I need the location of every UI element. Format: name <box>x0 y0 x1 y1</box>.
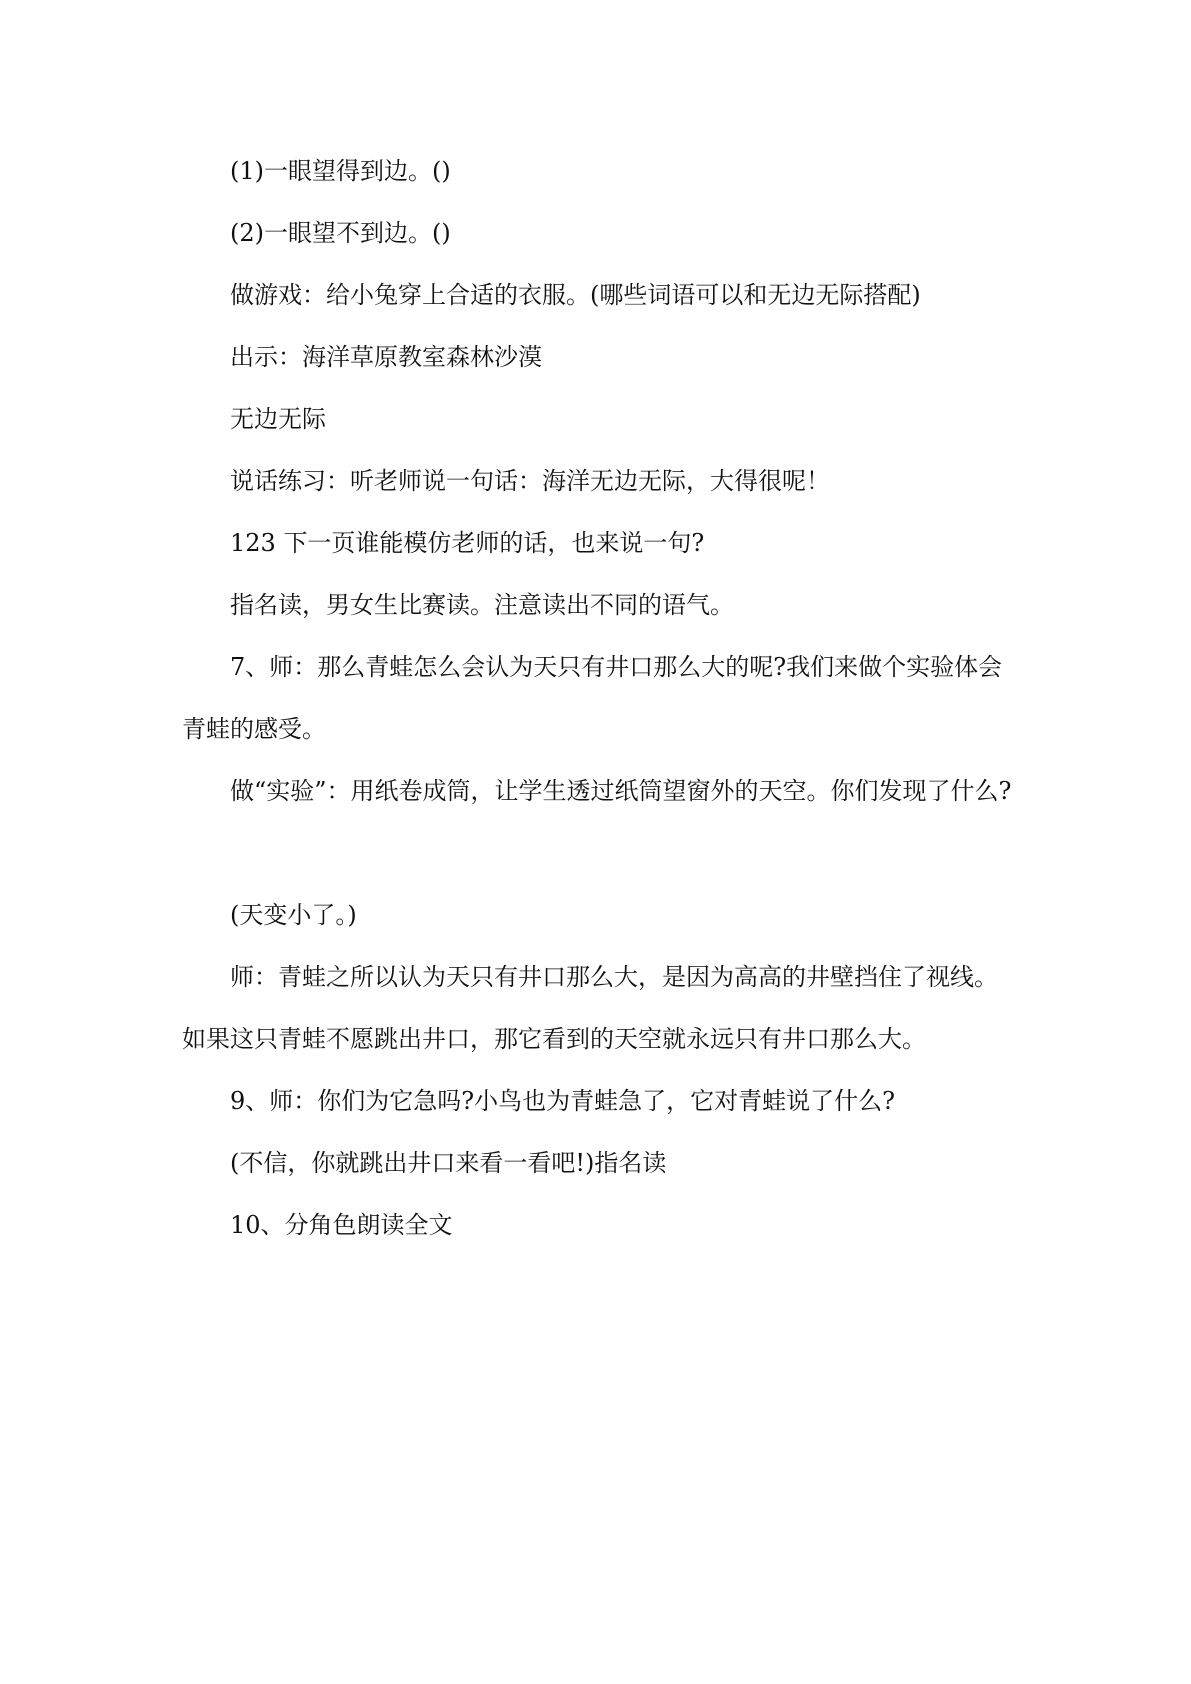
paragraph-5: 无边无际 <box>230 405 326 433</box>
paragraph-1: (1)一眼望得到边。() <box>230 157 451 185</box>
paragraph-15: 10、分角色朗读全文 <box>230 1211 453 1239</box>
paragraph-4: 出示：海洋草原教室森林沙漠 <box>230 343 542 371</box>
paragraph-8: 指名读，男女生比赛读。注意读出不同的语气。 <box>230 591 734 619</box>
paragraph-12: 师：青蛙之所以认为天只有井口那么大，是因为高高的井壁挡住了视线。如果这只青蛙不愿跳出井口，那它看到的天空就永远只有井口那么大。 <box>182 963 998 1053</box>
paragraph-11: (天变小了。) <box>230 901 357 929</box>
paragraph-10: 做“实验”：用纸卷成筒，让学生透过纸筒望窗外的天空。你们发现了什么? <box>230 777 1012 805</box>
paragraph-14: (不信，你就跳出井口来看一看吧!)指名读 <box>230 1149 667 1177</box>
paragraph-9: 7、师：那么青蛙怎么会认为天只有井口那么大的呢?我们来做个实验体会青蛙的感受。 <box>182 653 1003 743</box>
paragraph-6: 说话练习：听老师说一句话：海洋无边无际，大得很呢！ <box>230 467 830 495</box>
paragraph-7: 123 下一页谁能模仿老师的话，也来说一句? <box>230 529 705 557</box>
paragraph-2: (2)一眼望不到边。() <box>230 219 451 247</box>
paragraph-13: 9、师：你们为它急吗?小鸟也为青蛙急了，它对青蛙说了什么? <box>230 1087 896 1115</box>
paragraph-3: 做游戏：给小兔穿上合适的衣服。(哪些词语可以和无边无际搭配) <box>230 281 921 309</box>
